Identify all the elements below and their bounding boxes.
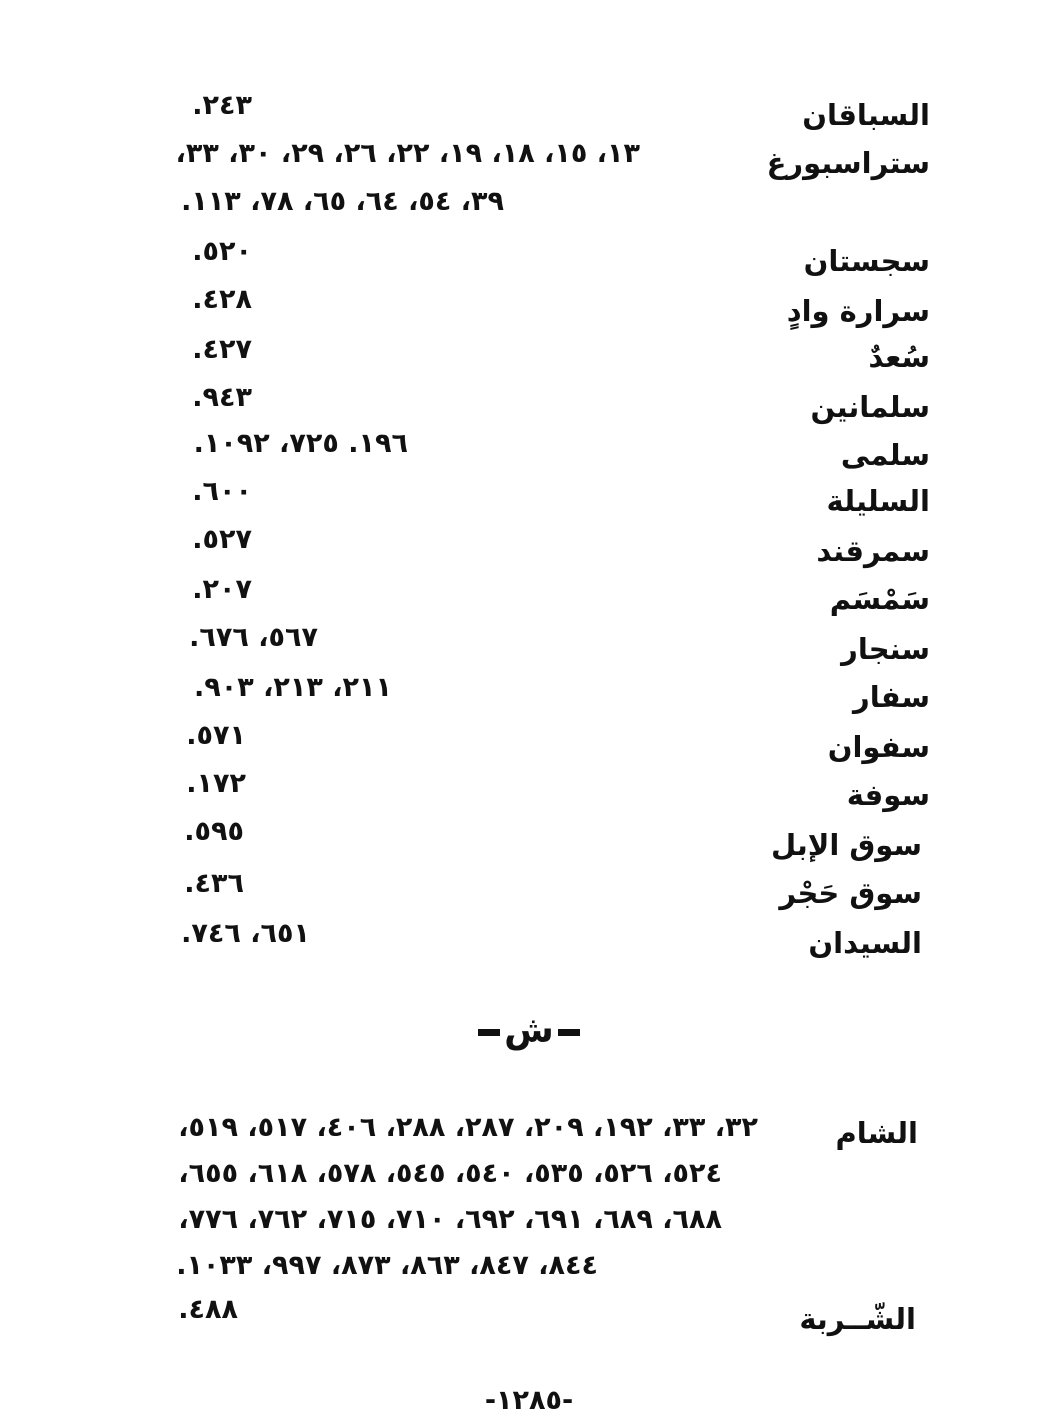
page-refs: ١٩٦. ٧٢٥، ١٠٩٢. (193, 428, 408, 459)
header-dash (478, 1029, 500, 1036)
place-name: السباقان (802, 98, 930, 132)
place-name: السليلة (826, 484, 930, 518)
place-name: السيدان (808, 926, 922, 960)
place-name: سلمى (840, 438, 930, 472)
page-refs: ٩٤٣. (192, 382, 252, 413)
page-refs: ٤٣٦. (184, 868, 244, 899)
page-refs: ٢٤٣. (192, 90, 252, 121)
page-refs: ٣٩، ٥٤، ٦٤، ٦٥، ٧٨، ١١٣. (181, 186, 504, 217)
page-refs: ٢٠٧. (192, 574, 252, 605)
page-refs: ٥٢٠. (192, 236, 252, 267)
page-refs: ٤٨٨. (178, 1294, 238, 1325)
page-refs: ٥٢٤، ٥٢٦، ٥٣٥، ٥٤٠، ٥٤٥، ٥٧٨، ٦١٨، ٦٥٥، (178, 1158, 722, 1189)
page-refs: ٥٩٥. (184, 816, 244, 847)
place-name: سفوان (827, 730, 930, 764)
page-refs: ٣٢، ٣٣، ١٩٢، ٢٠٩، ٢٨٧، ٢٨٨، ٤٠٦، ٥١٧، ٥١٩، (178, 1112, 758, 1143)
place-name: سفار (853, 680, 930, 714)
page-refs: ٦٨٨، ٦٨٩، ٦٩١، ٦٩٢، ٧١٠، ٧١٥، ٧٦٢، ٧٧٦، (178, 1204, 722, 1235)
place-name: سلمانين (810, 390, 930, 424)
place-name: ستراسبورغ (766, 146, 930, 180)
header-dash (558, 1029, 580, 1036)
place-name: سوفة (846, 778, 930, 812)
place-name: سُعدٌ (868, 340, 930, 374)
page-refs: ٤٢٧. (192, 334, 252, 365)
page-refs: ٢١١، ٢١٣، ٩٠٣. (194, 672, 392, 703)
place-name: سمرقند (816, 534, 930, 568)
page-refs: ١٧٢. (186, 768, 246, 799)
page-refs: ٤٢٨. (192, 284, 252, 315)
page-refs: ٥٢٧. (192, 524, 252, 555)
place-name: سرارة وادٍ (786, 294, 930, 328)
place-name: سوق حَجْر (779, 876, 922, 910)
place-name: سوق الإبل (770, 828, 922, 862)
page-number: -١٢٨٥- (484, 1385, 574, 1416)
page-refs: ٦٠٠. (192, 476, 252, 507)
section-header (0, 1010, 1058, 1051)
page-refs: ١٣، ١٥، ١٨، ١٩، ٢٢، ٢٦، ٢٩، ٣٠، ٣٣، (175, 138, 640, 169)
place-name: الشّــربة (799, 1302, 916, 1336)
place-name: سجستان (803, 244, 930, 278)
page-refs: ٦٥١، ٧٤٦. (181, 918, 310, 949)
page-refs: ٥٧١. (186, 720, 246, 751)
place-name: سنجار (841, 632, 930, 666)
section-letter: ش (504, 1010, 554, 1051)
place-name: الشام (835, 1116, 918, 1150)
page-refs: ٥٦٧، ٦٧٦. (189, 622, 318, 653)
page-refs: ٨٤٤، ٨٤٧، ٨٦٣، ٨٧٣، ٩٩٧، ١٠٣٣. (176, 1250, 598, 1281)
place-name: سَمْسَم (829, 582, 930, 616)
